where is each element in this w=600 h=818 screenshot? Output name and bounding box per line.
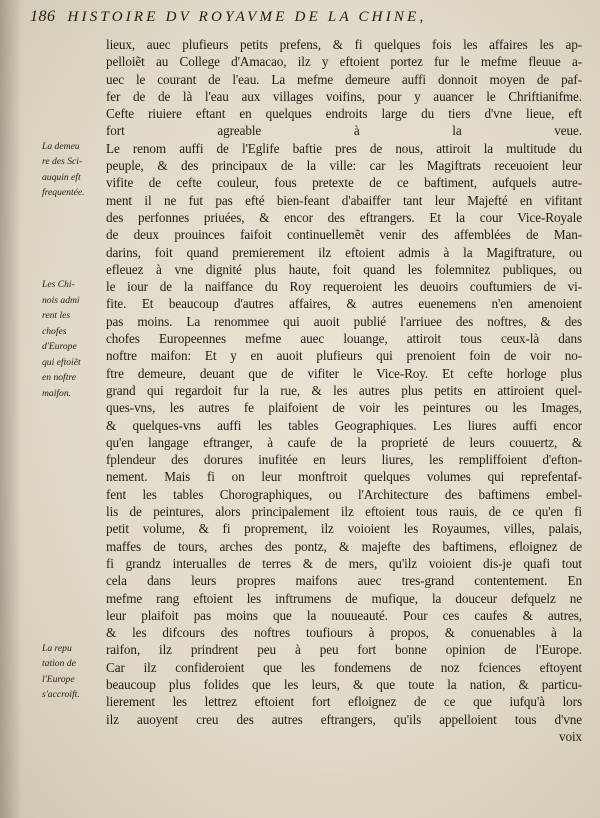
- margin-note-line: frequentée.: [42, 187, 85, 199]
- margin-note-line: nois admi: [42, 294, 80, 306]
- text-line: & les difcours des noftres toufiours à propos, & conuenables à la: [106, 625, 582, 641]
- margin-note: [42, 277, 106, 401]
- text-line: leur plaifoit pas moins que la nouueauté. Pour ces caufes & autres,: [106, 607, 582, 623]
- text-line: fi grandz interualles de terres & de mers, qu'ilz voioient dis-je quafi tout: [106, 555, 582, 571]
- text-line: uec le courant de l'eau. La mefme demeure auffi donnoit moyen de paf-: [106, 71, 582, 87]
- margin-note-line: s'accroift.: [42, 689, 80, 700]
- text-line: lierement les lettrez eftoient fort efloignez de ce que iufqu'à lors: [106, 694, 582, 710]
- text-line: fent les tables Chorographiques, ou l'Architecture des baftimens embel-: [106, 486, 582, 502]
- margin-note-line: rent les: [42, 310, 71, 322]
- text-line: nement. Mais fi on leur monftroit quelques volumes qui reprefentaf-: [106, 469, 582, 485]
- text-line: fort agreable à la veue.: [106, 123, 582, 139]
- margin-note: [42, 641, 106, 703]
- margin-note-line: en noftre: [42, 372, 77, 384]
- text-line: maffes de tours, arches des pontz, & majefte des baftimens, efloignez de: [106, 538, 582, 554]
- margin-note-line: d'Europe: [42, 341, 77, 353]
- text-line: efleuez à vne dignité plus haute, foit quand les folemnitez publiques, ou: [106, 261, 582, 277]
- text-line: fplendeur des dorures inufitée en leurs liures, les rempliffoient d'efton-: [106, 452, 582, 468]
- margin-note-line: La demeu: [42, 140, 80, 152]
- margin-note-line: maifon.: [42, 387, 72, 399]
- text-line: qu'en langage eftranger, à caufe de la proprieté de leurs couuertz, &: [106, 434, 582, 450]
- text-line: Cefte riuiere eftant en quelques endroits large du tiers d'vne lieue, eft: [106, 106, 582, 122]
- text-line: ques-vns, les autres fe plaifoient de voir les peintures ou les Images,: [106, 400, 582, 416]
- page-number: 186: [30, 8, 56, 25]
- text-line: voix: [558, 728, 582, 744]
- margin-note-line: La repu: [42, 642, 72, 654]
- text-line: peuple, & des principaux de la ville: car les Magiftrats receuoient leur: [106, 158, 582, 174]
- margin-note-line: Les Chi-: [42, 279, 75, 291]
- page-gutter-shadow: [0, 0, 22, 818]
- margin-note-line: auquin eft: [42, 171, 81, 183]
- text-line: pelloiẽt au College d'Amacao, ilz y eftoient portez fur le mefme fleuue a-: [106, 54, 582, 70]
- text-line: lieux, auec plufieurs petits prefens, & fi quelques fois les affaires les ap-: [106, 37, 582, 52]
- text-line: & quelques-vns auffi les tables Geographiques. Les liures auffi encor: [106, 417, 582, 433]
- text-line: Le renom auffi de l'Eglife baftie pres de nous, attiroit la multitude du: [106, 140, 582, 156]
- text-line: chofes Europeennes mefme auec louange, attiroit tous ceux-là dans: [106, 331, 582, 347]
- text-line: ftre demeure, deuant que de vifiter le Vice-Roy. Et cefte horloge plus: [106, 365, 582, 381]
- text-line: darins, foit quand premierement ilz eftoient admis à la Magiftrature, ou: [106, 244, 582, 260]
- margin-note-line: chofes: [42, 325, 67, 337]
- text-line: cela dans leurs propres maifons auec tres-grand contentement. En: [106, 573, 582, 589]
- text-line: fite. Et beaucoup d'autres affaires, & autres euenemens n'en amenoient: [106, 296, 582, 312]
- body-text: [106, 36, 582, 745]
- page-header: [30, 8, 586, 38]
- margin-note: [42, 139, 106, 201]
- text-line: Car ilz confideroient que les fondemens de noz fciences eftoyent: [106, 659, 582, 675]
- running-head: HISTOIRE DV ROYAVME DE LA CHINE,: [67, 9, 427, 25]
- text-line: vifite de cefte couleur, fous pretexte de ce baftiment, aufquels autre-: [106, 175, 582, 191]
- text-line: de deux prouinces faifoit continuellemẽt venir des affemblées de Man-: [106, 227, 582, 243]
- margin-note-line: tation de: [42, 658, 76, 669]
- text-line: lis de peintures, alors principalement ilz eftoient tous rauis, de ce qu'en fi: [106, 504, 582, 520]
- text-line: pas moins. La renommee qui auoit publié l'arriuee des noftres, & des: [106, 313, 582, 329]
- text-line: ment il ne fut pas efté bien-feant d'abaiffer tant leur Majefté en vifitant: [106, 192, 582, 208]
- text-line: beaucoup plus folides que les leurs, & que toute la nation, & particu-: [106, 676, 582, 692]
- text-line: mefme rang eftoient les inftrumens de mufique, la douceur defquelz ne: [106, 590, 582, 606]
- text-line: raifon, ilz prindrent peu à peu fort bonne opinion de l'Europe.: [106, 642, 582, 658]
- text-line: petit volume, & fi proprement, ilz voioient les Royaumes, villes, palais,: [106, 521, 582, 537]
- text-line: le iour de la naiffance du Roy requeroient les deuoirs couftumiers de vi-: [106, 279, 582, 295]
- text-line: noftre maifon: Et y en auoit plufieurs qui prenoient foin de voir no-: [106, 348, 582, 364]
- margin-note-line: qui eftoiẽt: [42, 356, 81, 368]
- margin-note-line: l'Europe: [42, 673, 75, 685]
- text-line: grand qui regardoit fur la rue, & les autres plus petits en attiroient quel-: [106, 382, 582, 398]
- margin-note-line: re des Sci-: [42, 156, 83, 168]
- text-line: ilz auoyent creu des autres eftrangers, qu'ils appelloient tous d'vne: [106, 711, 582, 727]
- text-line: fer de de là l'eau aux villages voifins, pour y auancer le Chriftianifme.: [106, 88, 582, 104]
- text-line: des perfonnes priuées, & encor des eftrangers. Et la cour Vice-Royale: [106, 209, 582, 225]
